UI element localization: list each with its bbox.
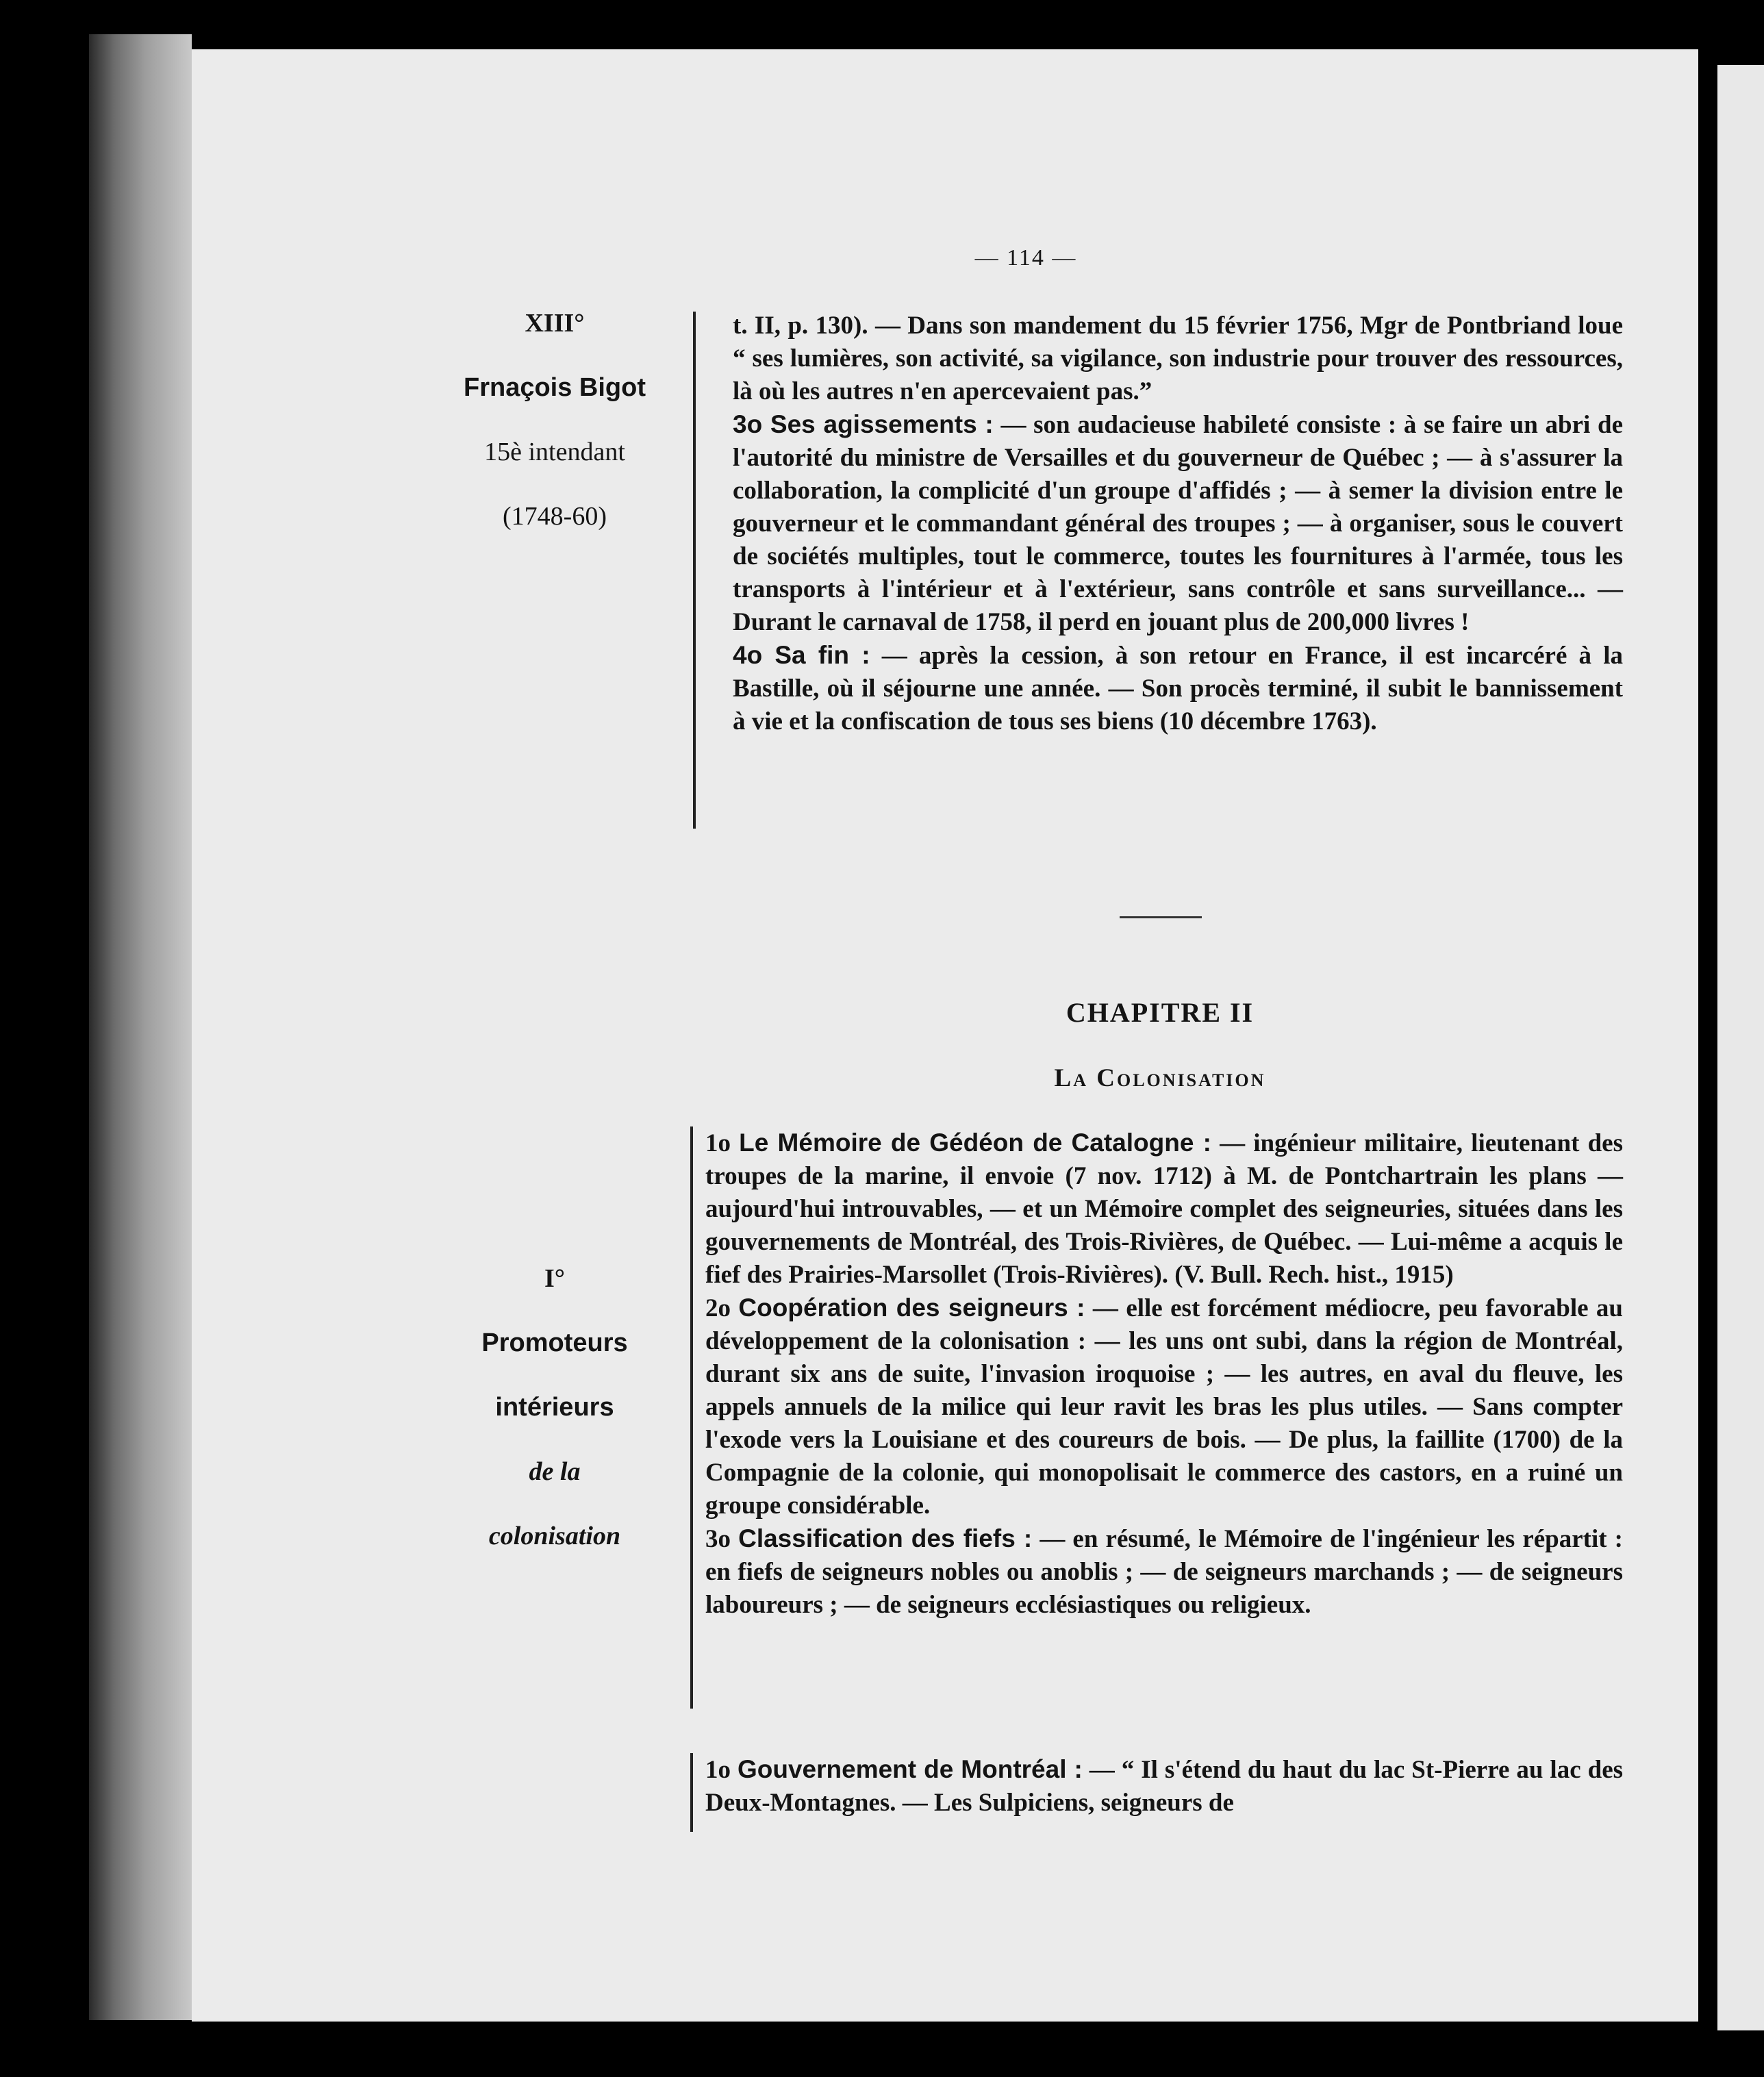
margin-note-bigot (425, 291, 685, 549)
item-text: — en résumé, le Mémoire de l'ingénieur les répartit : en fiefs de seigneurs nobles ou anoblis ; — de seigneurs marchands ; — de seigneurs laboureurs ; — de seigneurs ecclésiastiques ou religieux. (705, 1525, 1624, 1619)
item-text: — ingénieur militaire, lieutenant des troupes de la marine, il envoie (7 nov. 1712) à M. de Pontchartrain les plans — aujourd'hui introuvables, — et un Mémoire complet des seigneuries, situées dans les gouvernements de Montréal, des Trois-Rivières, de Québec. — Lui-même a acquis le fief des Prairies-Marsollet (Trois-Rivières). (V. Bull. Rech. hist., 1915) (705, 1129, 1624, 1289)
brace-left (690, 1753, 703, 1832)
item-heading: 4o Sa fin : (733, 641, 870, 669)
margin-role: 15è intendant (484, 438, 625, 466)
item-agissements (733, 408, 1623, 639)
margin-line: intérieurs (495, 1393, 614, 1422)
item-text: — après la cession, à son retour en France, il est incarcéré à la Bastille, où il séjourne une année. — Son procès terminé, il subit le bannissement à vie et la confiscation de tous ses biens (10 décembre 1763). (733, 642, 1623, 735)
section-montreal-body (705, 1753, 1623, 1820)
item-number: 3o (705, 1525, 739, 1553)
margin-name: Frnaçois Bigot (463, 373, 646, 402)
item-number: 1o (705, 1129, 740, 1157)
item-heading: Gouvernement de Montréal : (737, 1755, 1083, 1783)
margin-dates: (1748-60) (503, 502, 607, 531)
book-spine (89, 34, 192, 2020)
brace-left (693, 312, 705, 829)
item-text: — “ Il s'étend du haut du lac St-Pierre au lac des Deux-Montagnes. — Les Sulpiciens, seigneurs de (705, 1756, 1624, 1817)
item-text: — elle est forcément médiocre, peu favorable au développement de la colonisation : — les uns ont subi, dans la région de Montréal, durant six ans de suite, l'invasion iroquoise ; — les autres, en aval du fleuve, les appels annuels de la milice qui leur ravit les bras les plus utiles. — Sans compter l'exode vers la Louisiane et des coureurs de bois. — De plus, la faillite (1700) de la Compagnie de la colonie, qui monopolisait le commerce des castors, en a ruiné un groupe considérable. (705, 1294, 1624, 1520)
item-heading: 3o Ses agissements : (733, 410, 994, 438)
margin-line: Promoteurs (481, 1329, 628, 1357)
margin-number: I° (544, 1264, 565, 1293)
item-fin (733, 639, 1623, 738)
chapter-subtitle: La Colonisation (1054, 1064, 1266, 1092)
section-bigot-body (733, 310, 1623, 738)
item-memoire (705, 1126, 1623, 1292)
margin-line: de la (529, 1457, 581, 1486)
item-classification (705, 1522, 1623, 1622)
page-number: — 114 — (974, 245, 1077, 270)
section-colonisation-body (705, 1126, 1623, 1622)
item-heading: Classification des fiefs : (738, 1524, 1033, 1552)
item-cooperation (705, 1292, 1623, 1522)
item-heading: Coopération des seigneurs : (738, 1294, 1085, 1322)
chapter-title: CHAPITRE II (1066, 997, 1255, 1028)
item-heading: Le Mémoire de Gédéon de Catalogne : (739, 1129, 1211, 1157)
item-montreal (705, 1753, 1623, 1820)
margin-line: colonisation (488, 1522, 621, 1550)
margin-note-promoteurs (425, 1246, 685, 1568)
item-number: 2o (705, 1294, 739, 1322)
adjacent-page-edge (1717, 65, 1764, 2030)
section-divider (1120, 916, 1202, 918)
brace-left (690, 1126, 703, 1709)
item-text: — son audacieuse habileté consiste : à se faire un abri de l'autorité du ministre de Versailles et du gouverneur de Québec ; — à s'assurer la collaboration, la complicité d'un groupe d'affidés ; — à semer la division entre le gouverneur et le commandant général des troupes ; — à organiser, sous le couvert de sociétés multiples, tout le commerce, toutes les fournitures à l'armée, tous les transports à l'intérieur et à l'extérieur, sans contrôle et sans surveillance... — Durant le carnaval de 1758, il perd en jouant plus de 200,000 livres ! (733, 411, 1623, 636)
margin-number: XIII° (525, 309, 585, 338)
item-number: 1o (705, 1756, 738, 1784)
continuation-paragraph: t. II, p. 130). — Dans son mandement du 15 février 1756, Mgr de Pontbriand loue “ ses lumières, son activité, sa vigilance, son industrie pour trouver des ressources, là où les autres n'en apercevaient pas.” (733, 312, 1623, 405)
